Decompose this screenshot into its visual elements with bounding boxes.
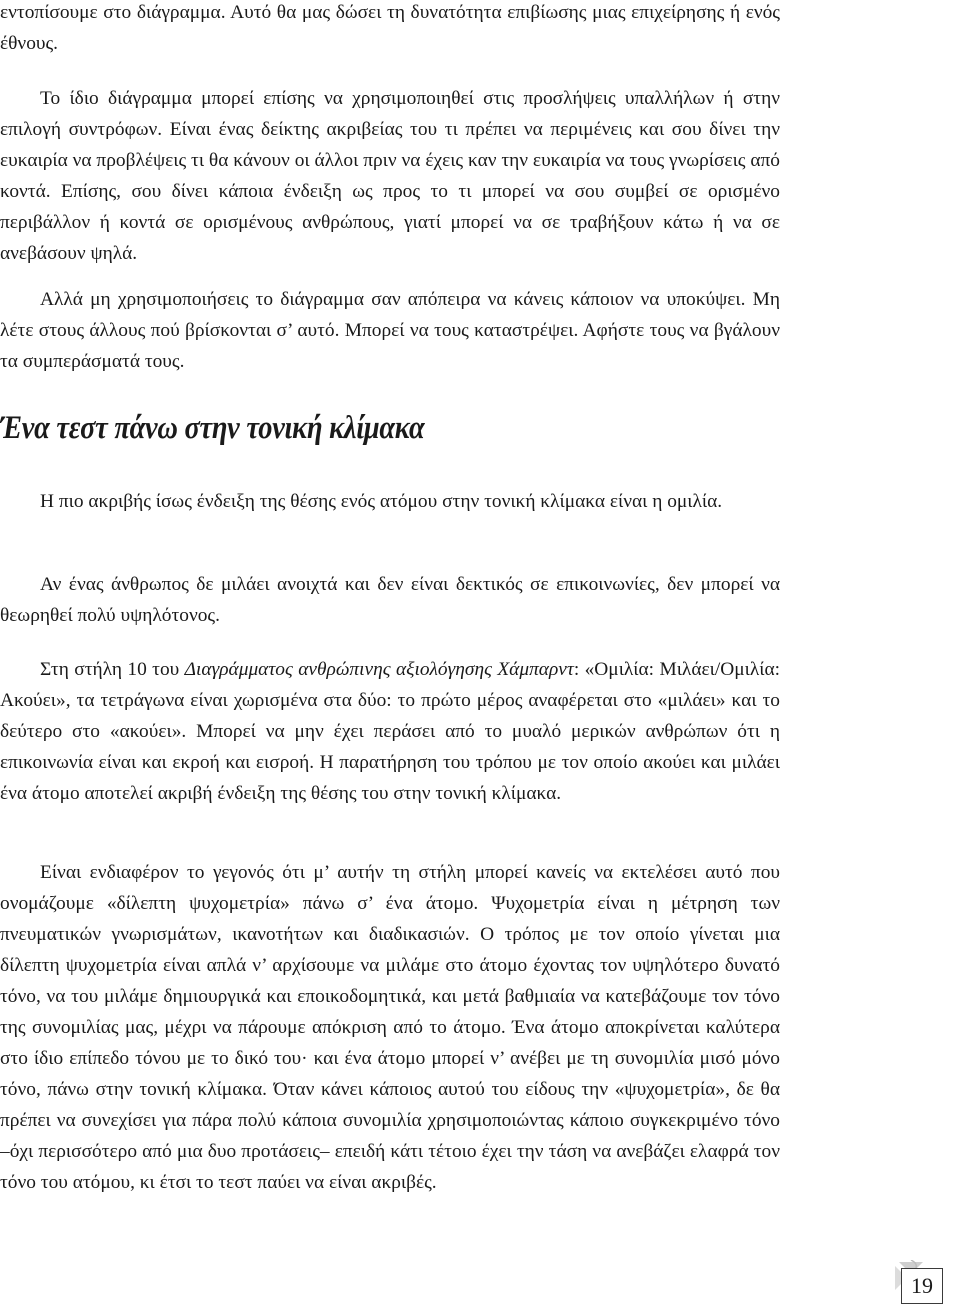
paragraph-column-10-intro: Στη στήλη 10 του: [40, 659, 185, 680]
paragraph-speech-indicator: Η πιο ακριβής ίσως ένδειξη της θέσης ενός ατόμου στην τονική κλίμακα είναι η ομιλία.: [40, 491, 723, 512]
paragraph-column-10-body: : «Ομιλία: Μιλάει/Ομιλία: Ακούει», τα τετράγωνα είναι χωρισμένα στα δύο: το πρώτο μέρος αναφέρεται στο «μιλάει» και το δεύτερο στο «ακούει». Μπορεί να μην έχει περάσει από το μυαλό μερικών ανθρώπων ότι η επικοινωνία είναι και εκροή και εισροή. Η παρατήρηση του τρόπου με τον οποίο ακούει και μιλάει ένα άτομο αποτελεί ακριβή ένδειξη της θέσης του στην τονική κλίμακα.: [0, 659, 781, 804]
page-number-badge: [893, 1260, 947, 1306]
paragraph-two-minute-psychometry: Είναι ενδιαφέρον το γεγονός ότι μ’ αυτήν τη στήλη μπορεί κανείς να εκτελέσει αυτό που ονομάζουμε «δίλεπτη ψυχομετρία» πάνω σ’ ένα άτομο. Ψυχομετρία είναι η μέτρηση των πνευματικών γνωρισμάτων, ικανοτήτων και διαδικασιών. Ο τρόπος με τον οποίο γίνεται μια δίλεπτη ψυχομετρία είναι απλά ν’ αρχίσουμε να μιλάμε στο άτομο έχοντας τον υψηλότερο δυνατό τόνο, να του μιλάμε δημιουργικά και εποικοδομητικά, και μετά βαθμιαία να κατεβάζουμε τον τόνο της συνομιλίας μας, μέχρι να πάρουμε απόκριση από το άτομο. Ένα άτομο αποκρίνεται καλύτερα στο ίδιο επίπεδο τόνου με το δικό του· και ένα άτομο μπορεί ν’ ανέβει με τη συνομιλία μισό μόνο τόνο, πάνω στην τονική κλίμακα. Όταν κάνει κάποιος αυτού του είδους την «ψυχομετρία», δε θα πρέπει να συνεχίσει για πάρα πολύ κάποια συνομιλία χρησιμοποιώντας κάποιο συγκεκριμένο τόνο –όχι περισσότερο από μια δυο προτάσεις– επειδή κάτι τέτοιο έχει την τάση να ανεβάζει ελαφρά τον τόνο του ατόμου, κι έτσι το τεστ παύει να είναι ακριβές.: [0, 862, 780, 1193]
paragraph-open-communication: Αν ένας άνθρωπος δε μιλάει ανοιχτά και δεν είναι δεκτικός σε επικοινωνίες, δεν μπορεί να θεωρηθεί πολύ υψηλότονος.: [0, 574, 780, 626]
chart-title-reference: Διαγράμματος ανθρώπινης αξιολόγησης Χάμπαρντ: [184, 659, 574, 680]
paragraph-continuation: εντοπίσουμε στο διάγραμμα. Αυτό θα μας δώσει τη δυνατότητα επιβίωσης μιας επιχείρησης ή ενός έθνους.: [0, 2, 780, 54]
page-number: 19: [901, 1268, 943, 1304]
section-heading: Ένα τεστ πάνω στην τονική κλίμακα: [0, 410, 425, 446]
paragraph-column-10: [0, 654, 780, 809]
paragraph-warning: Αλλά μη χρησιμοποιήσεις το διάγραμμα σαν απόπειρα να κάνεις κάποιον να υποκύψει. Μη λέτε στους άλλους πού βρίσκονται σ’ αυτό. Μπορεί να τους καταστρέψει. Αφήστε τους να βγάλουν τα συμπεράσματά τους.: [0, 289, 780, 372]
paragraph-recruitment: Το ίδιο διάγραμμα μπορεί επίσης να χρησιμοποιηθεί στις προσλήψεις υπαλλήλων ή στην επιλογή συντρόφων. Είναι ένας δείκτης ακριβείας του τι πρέπει να περιμένεις και σου δίνει την ευκαιρία να προβλέψεις τι θα κάνουν οι άλλοι πριν να έχεις καν την ευκαιρία να τους γνωρίσεις από κοντά. Επίσης, σου δίνει κάποια ένδειξη ως προς το τι μπορεί να σου συμβεί σε ορισμένο περιβάλλον ή κοντά σε ορισμένους ανθρώπους, γιατί μπορεί να σε τραβήξουν κάτω ή να σε ανεβάσουν ψηλά.: [0, 88, 780, 264]
